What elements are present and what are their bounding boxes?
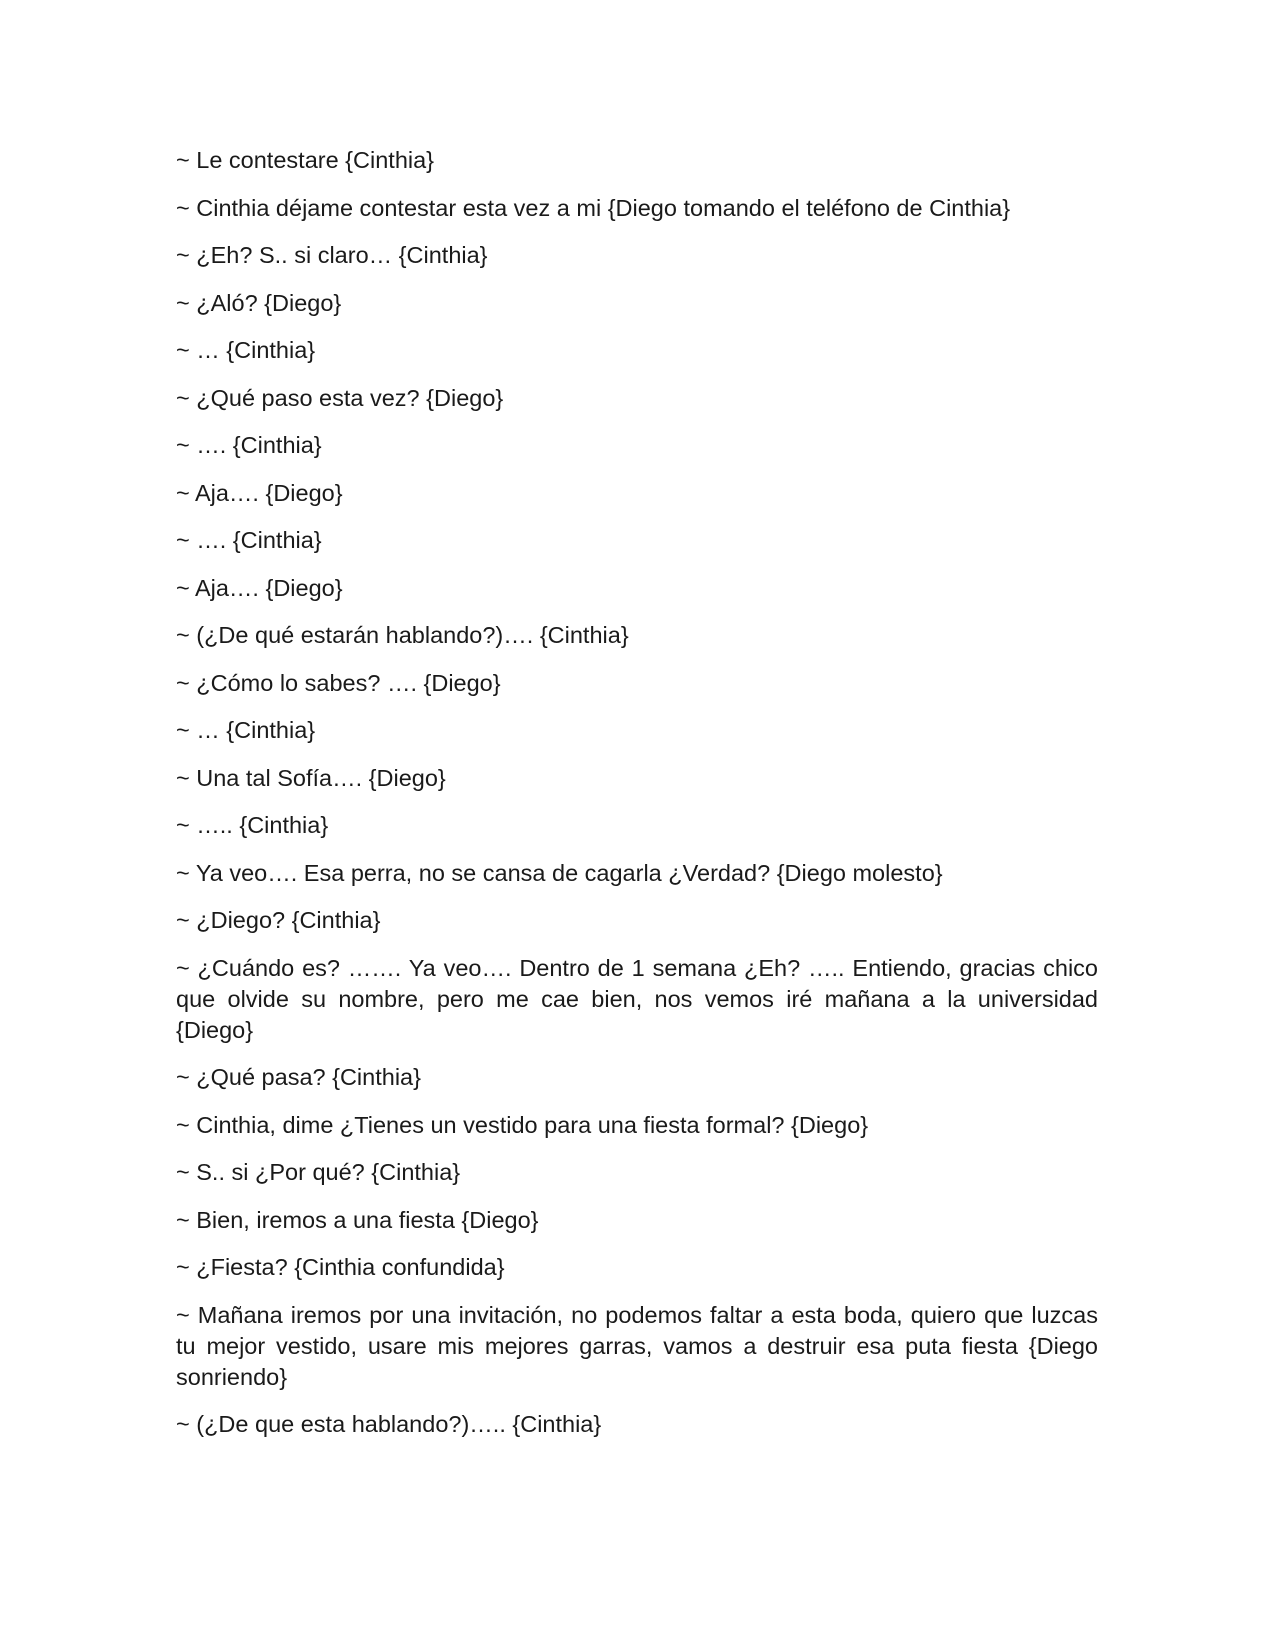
dialogue-paragraph: ~ Mañana iremos por una invitación, no podemos faltar a esta boda, quiero que luzcas tu mejor vestido, usare mis mejores garras, vamos a destruir esa puta fiesta {Diego sonriendo} xyxy=(176,1301,1098,1390)
dialogue-line: ~ ¿Cómo lo sabes? …. {Diego} xyxy=(176,669,501,696)
dialogue-paragraph: ~ ¿Cuándo es? ……. Ya veo…. Dentro de 1 semana ¿Eh? ….. Entiendo, gracias chico que olvide su nombre, pero me cae bien, nos vemos iré mañana a la universidad {Diego} xyxy=(176,954,1098,1043)
dialogue-text xyxy=(176,145,1098,1457)
dialogue-line: ~ (¿De que esta hablando?)….. {Cinthia} xyxy=(176,1411,602,1437)
dialogue-line: ~ ¿Eh? S.. si claro… {Cinthia} xyxy=(176,242,488,268)
dialogue-line: ~ Cinthia déjame contestar esta vez a mi {Diego tomando el teléfono de Cinthia} xyxy=(176,194,1011,221)
dialogue-line: ~ ¿Aló? {Diego} xyxy=(176,289,342,316)
dialogue-line: ~ Una tal Sofía…. {Diego} xyxy=(176,764,446,791)
dialogue-line: ~ …. {Cinthia} xyxy=(176,527,322,553)
dialogue-line: ~ (¿De qué estarán hablando?)…. {Cinthia} xyxy=(176,622,629,648)
dialogue-line: ~ Le contestare {Cinthia} xyxy=(176,147,435,173)
dialogue-line: ~ ¿Fiesta? {Cinthia confundida} xyxy=(176,1254,505,1280)
dialogue-line: ~ Cinthia, dime ¿Tienes un vestido para una fiesta formal? {Diego} xyxy=(176,1111,869,1138)
dialogue-line: ~ ¿Diego? {Cinthia} xyxy=(176,907,381,933)
dialogue-line: ~ … {Cinthia} xyxy=(176,337,316,363)
dialogue-line: ~ S.. si ¿Por qué? {Cinthia} xyxy=(176,1159,461,1185)
dialogue-line: ~ Aja…. {Diego} xyxy=(176,479,343,506)
dialogue-line: ~ ¿Qué paso esta vez? {Diego} xyxy=(176,384,504,411)
dialogue-line: ~ … {Cinthia} xyxy=(176,717,316,743)
dialogue-line: ~ Ya veo…. Esa perra, no se cansa de cagarla ¿Verdad? {Diego molesto} xyxy=(176,859,943,886)
dialogue-line: ~ …. {Cinthia} xyxy=(176,432,322,458)
dialogue-line: ~ Bien, iremos a una fiesta {Diego} xyxy=(176,1206,539,1233)
dialogue-line: ~ Aja…. {Diego} xyxy=(176,574,343,601)
dialogue-line: ~ ¿Qué pasa? {Cinthia} xyxy=(176,1064,421,1090)
dialogue-line: ~ ….. {Cinthia} xyxy=(176,812,329,838)
